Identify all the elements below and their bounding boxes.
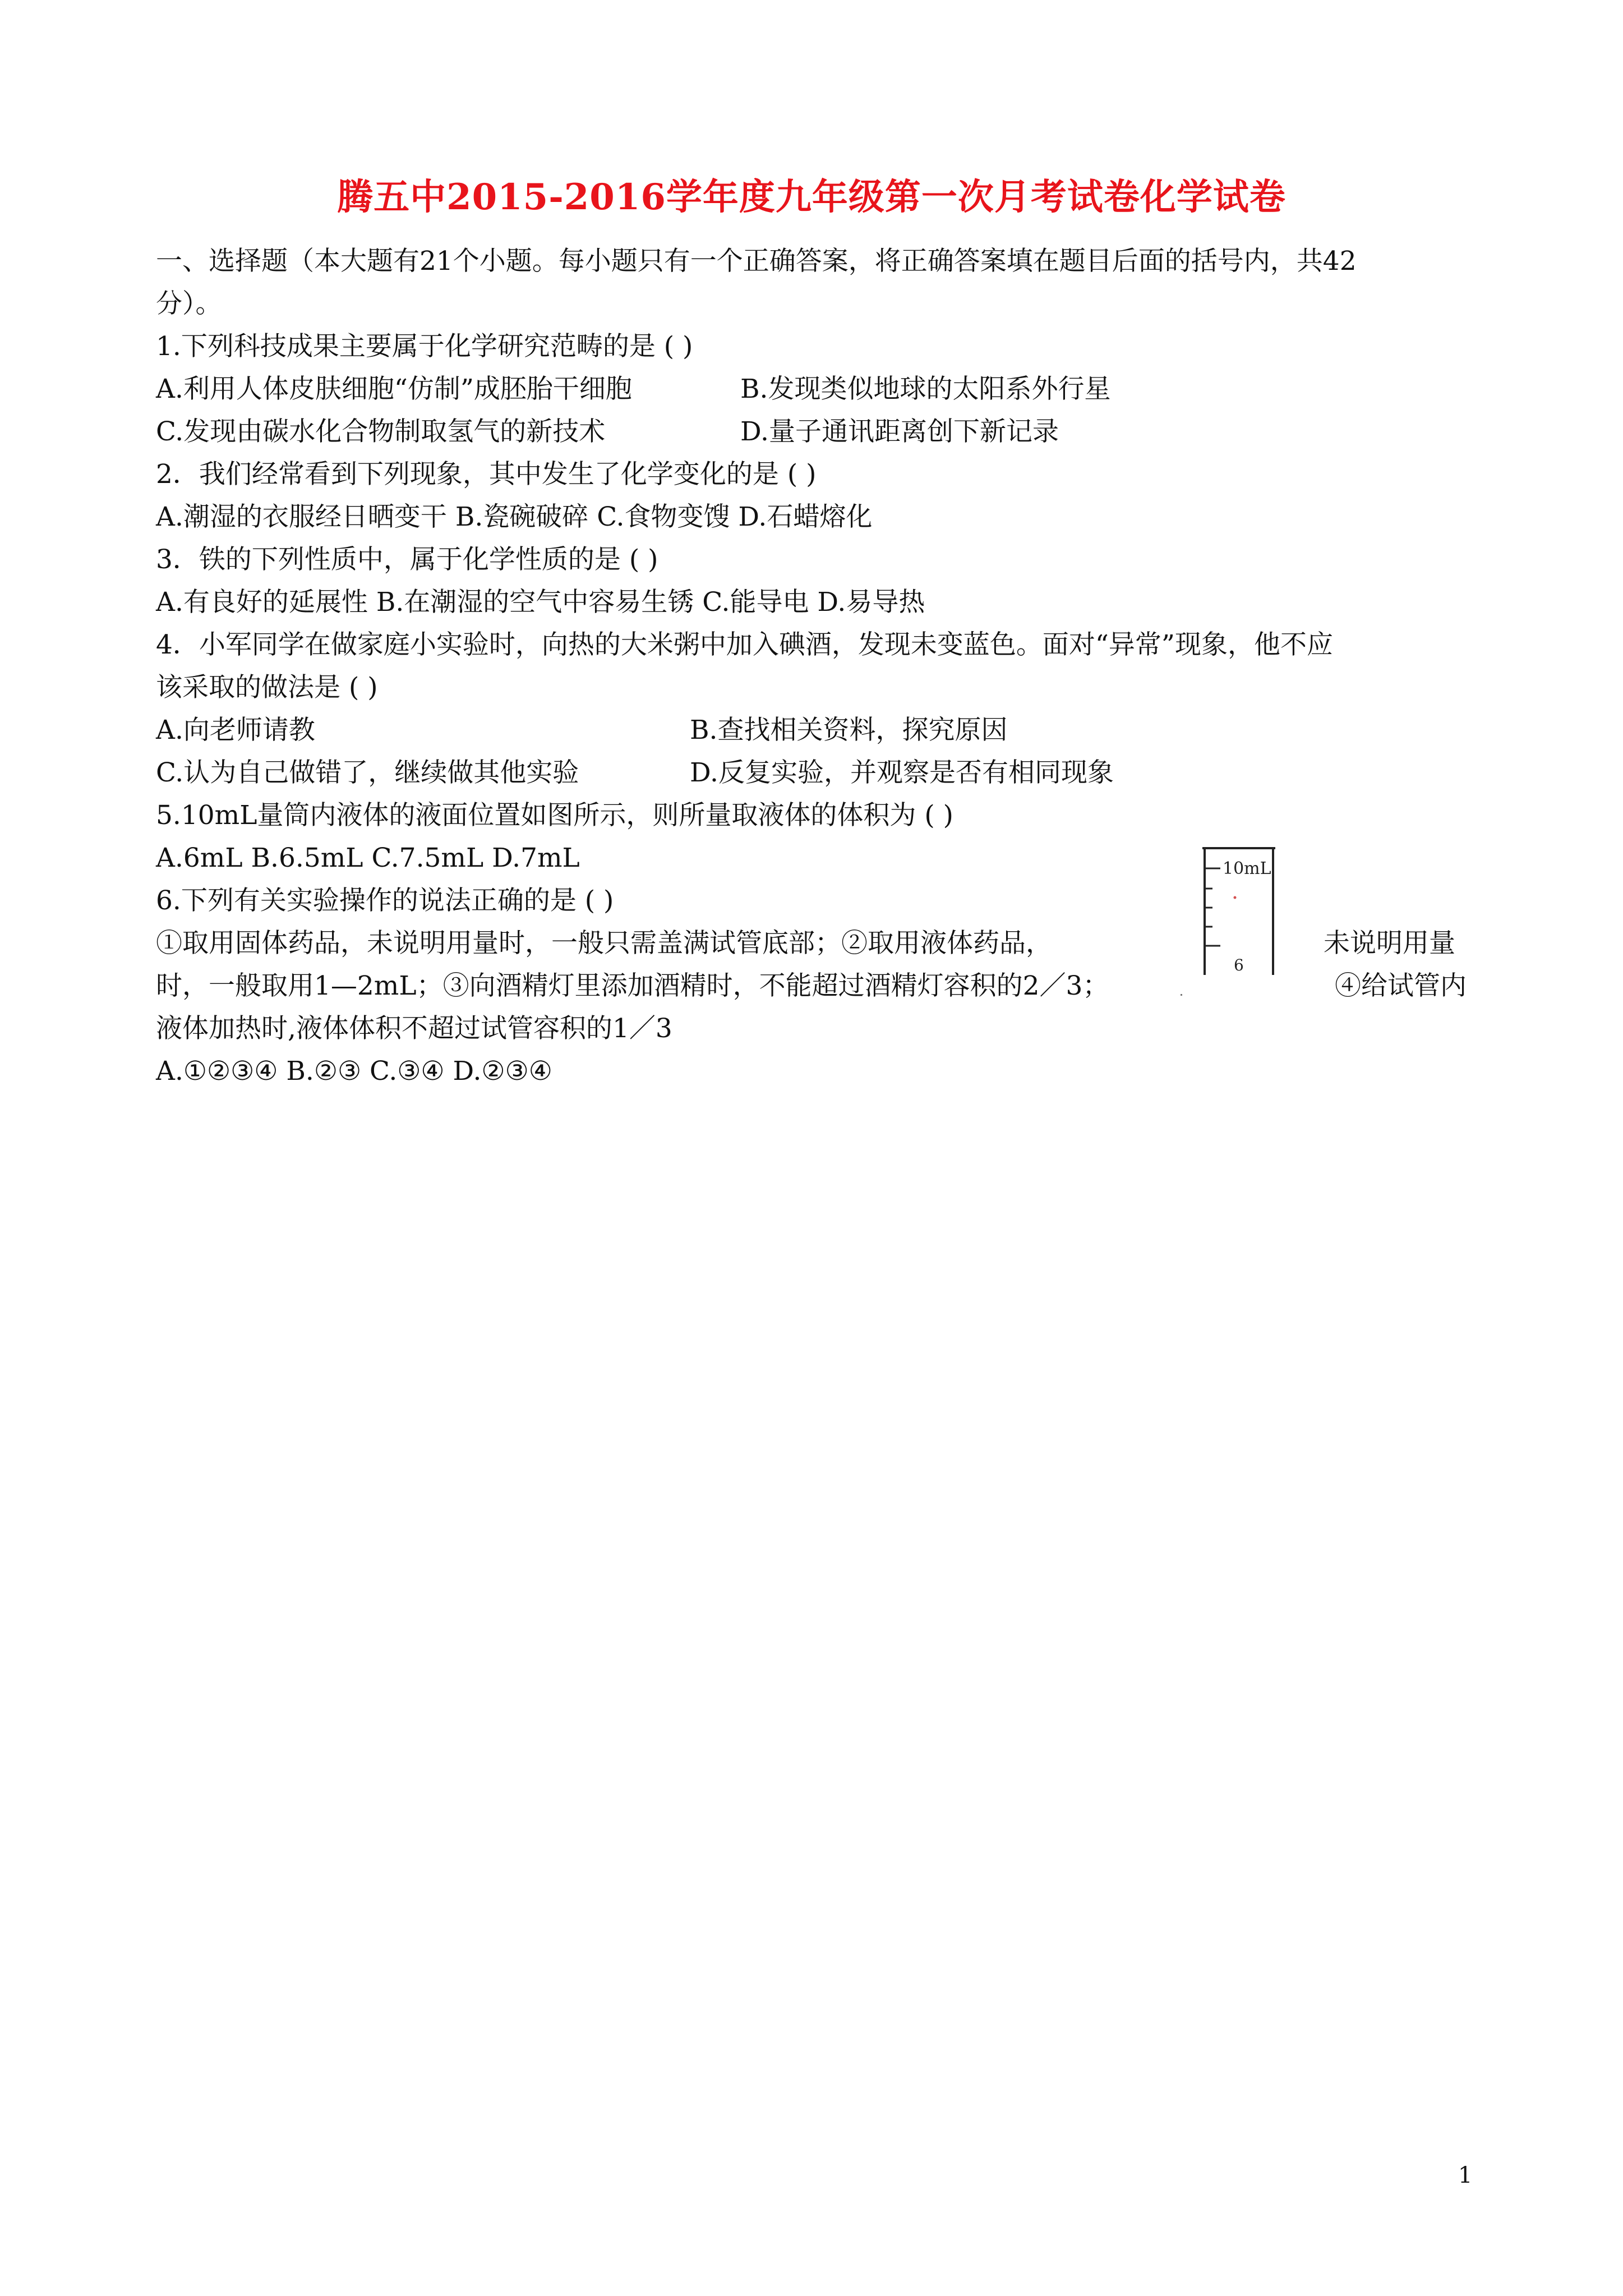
question-6-text-line2: 时，一般取用1—2mL；③向酒精灯里添加酒精时，不能超过酒精灯容积的2／3； xyxy=(156,970,1109,1001)
question-4-option-d: D.反复实验，并观察是否有相同现象 xyxy=(690,757,1114,788)
question-2-options: A.潮湿的衣服经日晒变干 B.瓷碗破碎 C.食物变馊 D.石蜡熔化 xyxy=(156,501,873,532)
question-6-text-line1: ①取用固体药品，未说明用量时，一般只需盖满试管底部；②取用液体药品， xyxy=(156,928,1052,959)
question-4-option-b: B.查找相关资料，探究原因 xyxy=(690,715,1008,746)
question-6-options: A.①②③④ B.②③ C.③④ D.②③④ xyxy=(156,1056,552,1087)
question-1-option-b: B.发现类似地球的太阳系外行星 xyxy=(740,374,1111,404)
question-6-text-line1-right: 未说明用量 xyxy=(1324,928,1455,959)
question-6-text-line3: 液体加热时,液体体积不超过试管容积的1／3 xyxy=(156,1013,672,1044)
question-4-option-a: A.向老师请教 xyxy=(156,715,315,746)
question-1-option-c: C.发现由碳水化合物制取氢气的新技术 xyxy=(156,416,606,447)
section-heading-cont: 分）。 xyxy=(156,288,222,319)
question-4-option-c: C.认为自己做错了，继续做其他实验 xyxy=(156,757,579,788)
question-5-stem: 5.10mL量筒内液体的液面位置如图所示，则所量取液体的体积为 ( ) xyxy=(156,800,953,831)
label-6ml: 6 xyxy=(1234,956,1244,974)
question-1-option-d: D.量子通讯距离创下新记录 xyxy=(740,416,1059,447)
question-1-option-a: A.利用人体皮肤细胞“仿制”成胚胎干细胞 xyxy=(156,374,632,404)
question-3-stem: 3．铁的下列性质中，属于化学性质的是 ( ) xyxy=(156,544,658,575)
page-number: 1 xyxy=(1458,2162,1473,2188)
question-2-stem: 2．我们经常看到下列现象，其中发生了化学变化的是 ( ) xyxy=(156,459,817,490)
section-heading: 一、选择题（本大题有21个小题。每小题只有一个正确答案，将正确答案填在题目后面的括号内，共42 xyxy=(156,246,1357,277)
graduated-cylinder-figure xyxy=(1200,841,1284,976)
stray-dot xyxy=(1181,994,1182,996)
question-6-text-line2-right: ④给试管内 xyxy=(1335,970,1467,1001)
question-6-stem: 6.下列有关实验操作的说法正确的是 ( ) xyxy=(156,885,614,916)
liquid-level-mark xyxy=(1234,896,1237,899)
question-1-stem: 1.下列科技成果主要属于化学研究范畴的是 ( ) xyxy=(156,331,693,362)
label-10ml: 10mL xyxy=(1223,859,1271,878)
question-4-stem: 4．小军同学在做家庭小实验时，向热的大米粥中加入碘酒，发现未变蓝色。面对“异常”现象，他不应 xyxy=(156,629,1333,660)
question-3-options: A.有良好的延展性 B.在潮湿的空气中容易生锈 C.能导电 D.易导热 xyxy=(156,587,925,618)
exam-title: 腾五中2015-2016学年度九年级第一次月考试卷化学试卷 xyxy=(337,176,1286,218)
question-4-stem-cont: 该采取的做法是 ( ) xyxy=(156,672,378,703)
question-5-options: A.6mL B.6.5mL C.7.5mL D.7mL xyxy=(156,843,580,873)
